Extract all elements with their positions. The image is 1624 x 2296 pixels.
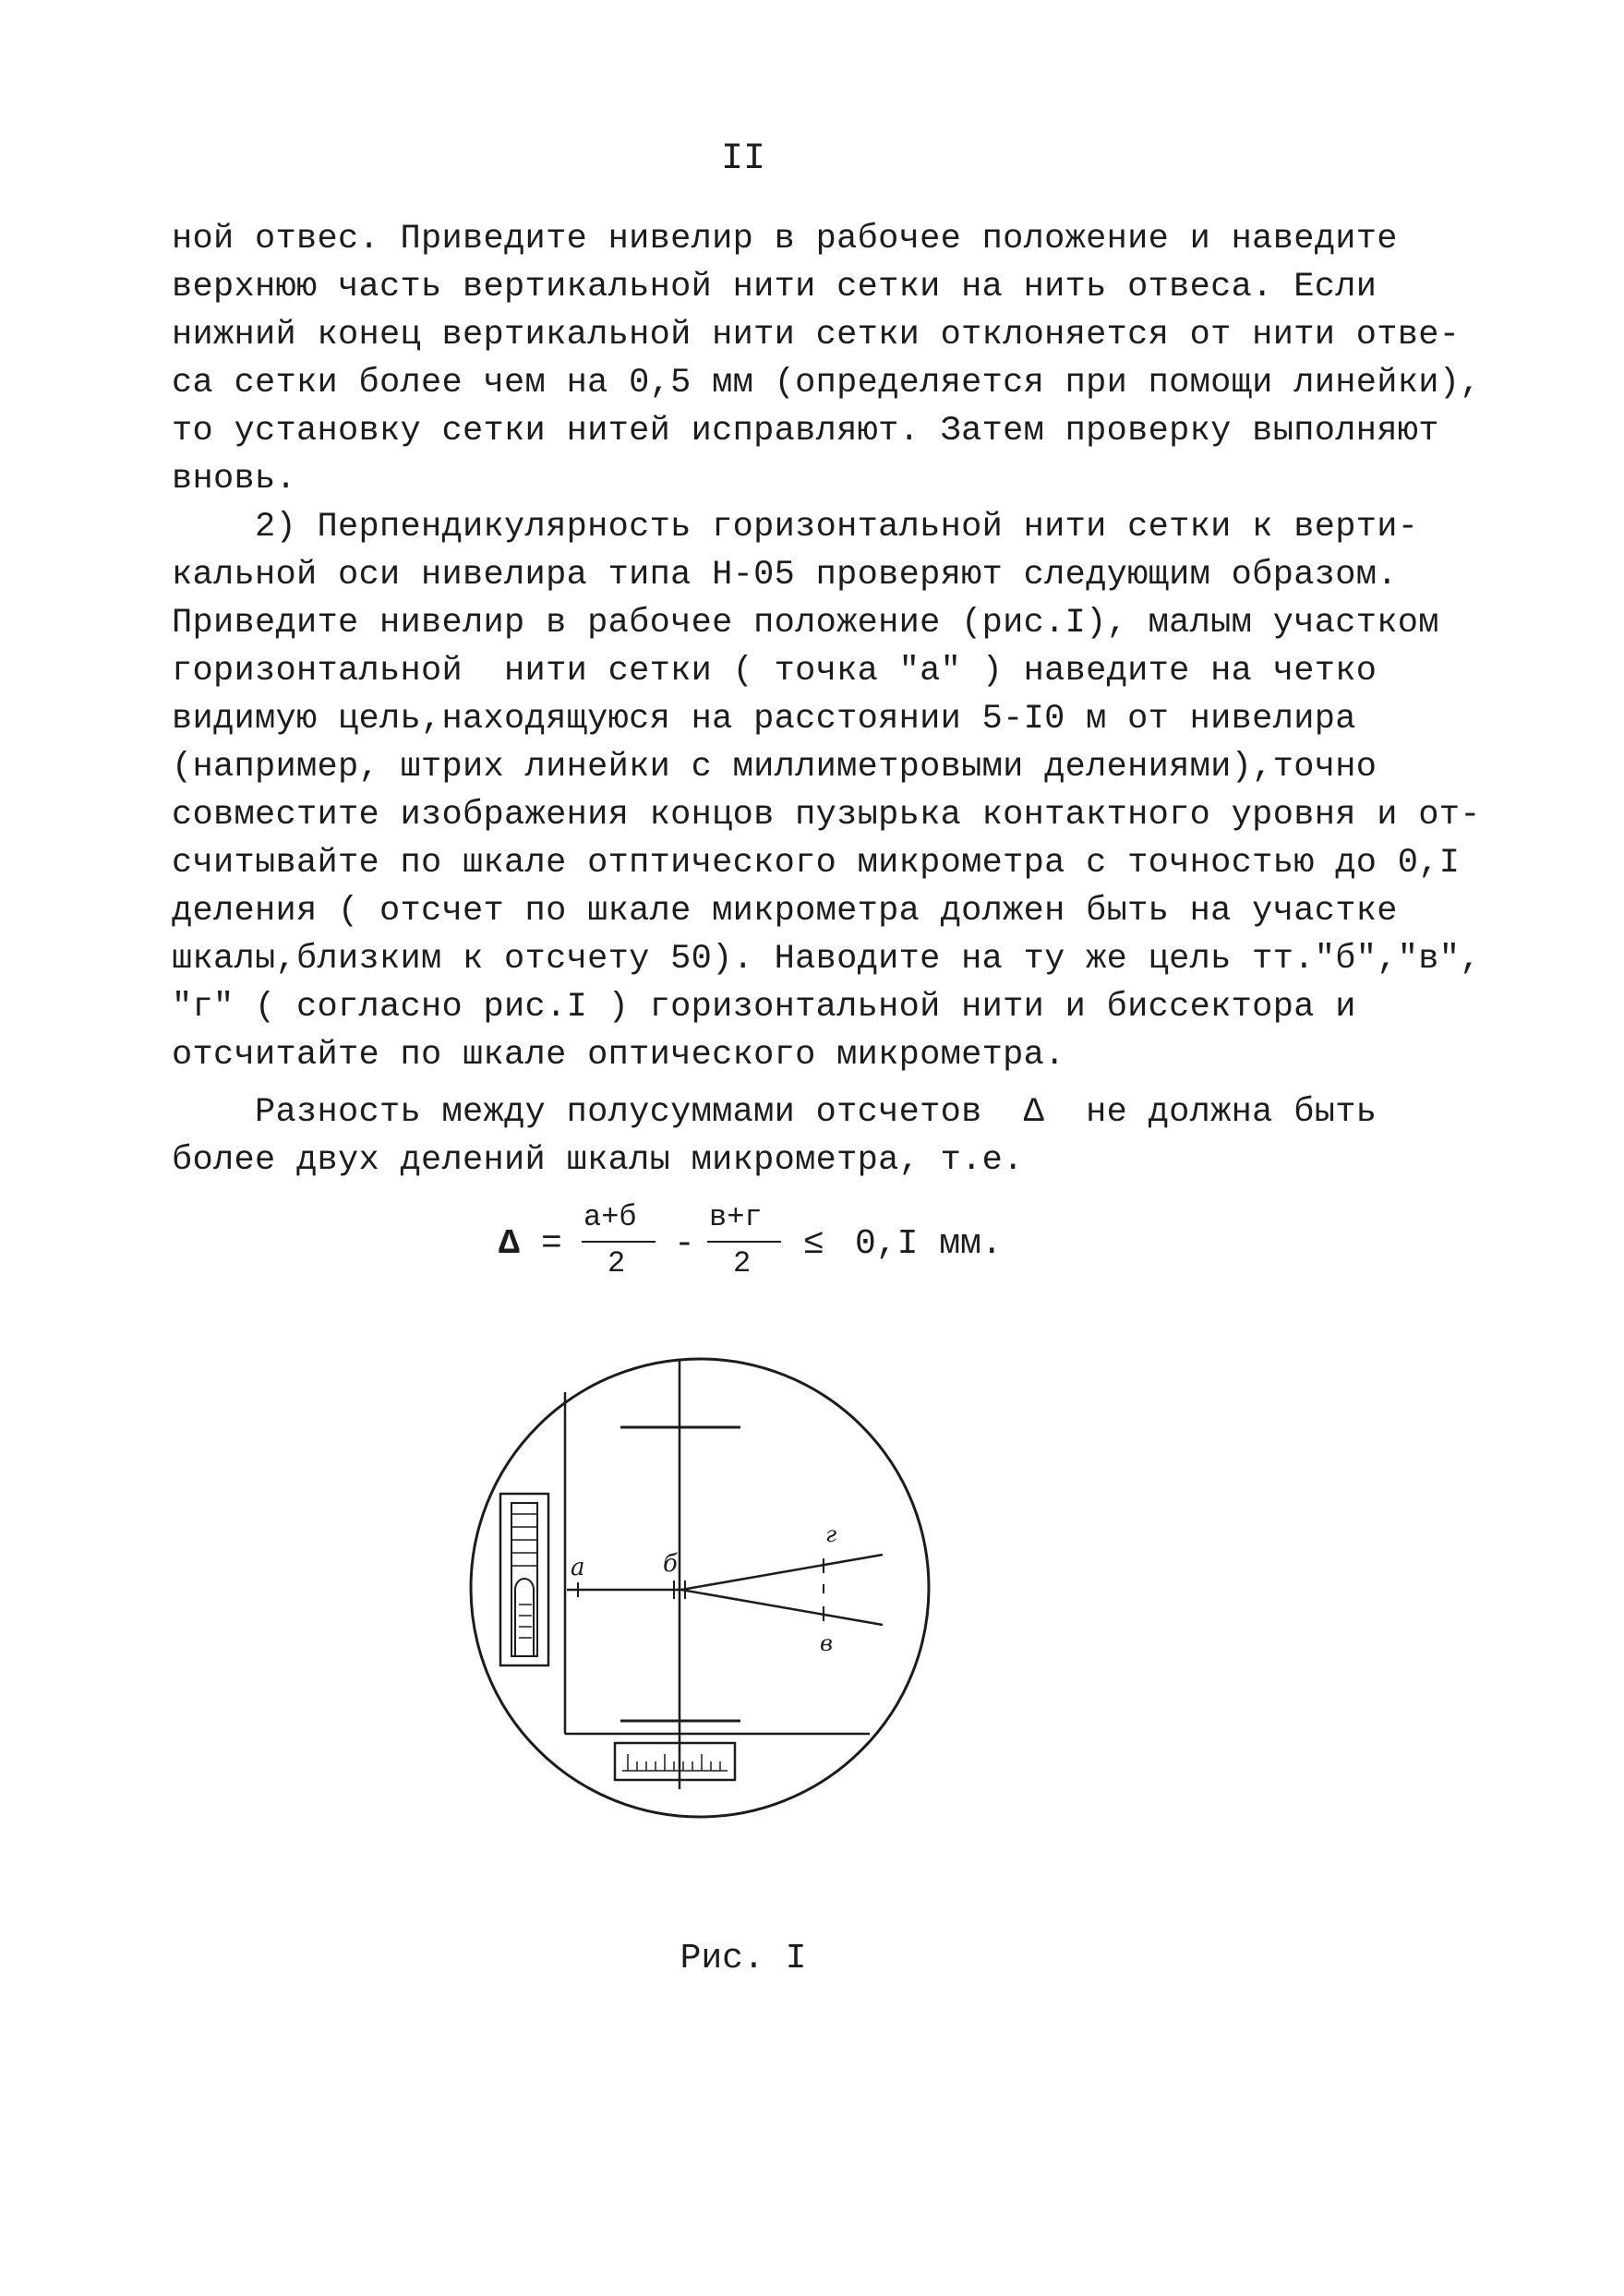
formula-numerator-1: а+б: [583, 1200, 637, 1234]
text-line: считывайте по шкале отптического микрометра с точностью до 0,I: [172, 844, 1461, 883]
text-line: Разность между полусуммами отсчетов Δ не должна быть: [172, 1093, 1377, 1132]
text-line: (например, штрих линейки с миллиметровыми делениями),точно: [172, 748, 1377, 787]
formula-numerator-2: в+г: [709, 1200, 763, 1234]
text-line: более двух делений шкалы микрометра, т.е.: [172, 1141, 1024, 1180]
text-line: отсчитайте по шкале оптического микрометра.: [172, 1036, 1065, 1075]
text-line: верхнюю часть вертикальной нити сетки на нить отвеса. Если: [172, 268, 1377, 307]
formula: [499, 1200, 1016, 1302]
bisector-lower-line: [681, 1590, 883, 1625]
text-line: нижний конец вертикальной нити сетки отклоняется от нити отве-: [172, 316, 1461, 355]
formula-denominator-1: 2: [607, 1246, 626, 1280]
formula-equals: =: [541, 1224, 562, 1264]
text-line: 2) Перпендикулярность горизонтальной нити сетки к верти-: [172, 508, 1419, 547]
text-line: ной отвес. Приведите нивелир в рабочее положение и наведите: [172, 220, 1398, 258]
label-v: в: [820, 1630, 833, 1656]
page-number: II: [720, 138, 765, 180]
text-line: "г" ( согласно рис.I ) горизонтальной нити и биссектора и: [172, 988, 1356, 1027]
micrometer-scale-frame: [615, 1743, 735, 1780]
text-line: то установку сетки нитей исправляют. Затем проверку выполняют: [172, 412, 1439, 451]
text-line: видимую цель,находящуюся на расстоянии 5-I0 м от нивелира: [172, 700, 1356, 739]
text-line: деления ( отсчет по шкале микрометра должен быть на участке: [172, 892, 1398, 931]
label-g: г: [825, 1521, 837, 1547]
text-line: кальной оси нивелира типа Н-05 проверяют следующим образом.: [172, 556, 1398, 595]
text-line: совместите изображения концов пузырька контактного уровня и от-: [172, 796, 1481, 835]
text-line: вновь.: [172, 460, 297, 499]
label-b: б: [663, 1550, 678, 1578]
reticle-diagram: [452, 1348, 969, 1828]
fraction-bar-1: [582, 1241, 656, 1243]
formula-delta: Δ: [499, 1224, 520, 1264]
text-line: Приведите нивелир в рабочее положение (рис.I), малым участком: [172, 604, 1439, 643]
formula-denominator-2: 2: [733, 1246, 752, 1280]
label-a: а: [571, 1554, 585, 1581]
text-line: горизонтальной нити сетки ( точка "а" ) наведите на четко: [172, 652, 1377, 691]
figure: [452, 1348, 969, 1828]
bisector-upper-line: [681, 1555, 883, 1590]
micrometer-scale-ticks: [622, 1754, 728, 1771]
text-line: шкалы,близким к отсчету 50). Наводите на ту же цель тт."б","в",: [172, 940, 1481, 979]
formula-minus: -: [674, 1224, 695, 1264]
fraction-bar-2: [707, 1241, 781, 1243]
text-line: са сетки более чем на 0,5 мм (определяется при помощи линейки),: [172, 364, 1481, 403]
formula-leq: ≤: [803, 1224, 824, 1264]
figure-caption: Рис. I: [680, 1939, 807, 1978]
level-bubble: [515, 1579, 534, 1656]
formula-value: 0,I мм.: [855, 1224, 1003, 1264]
